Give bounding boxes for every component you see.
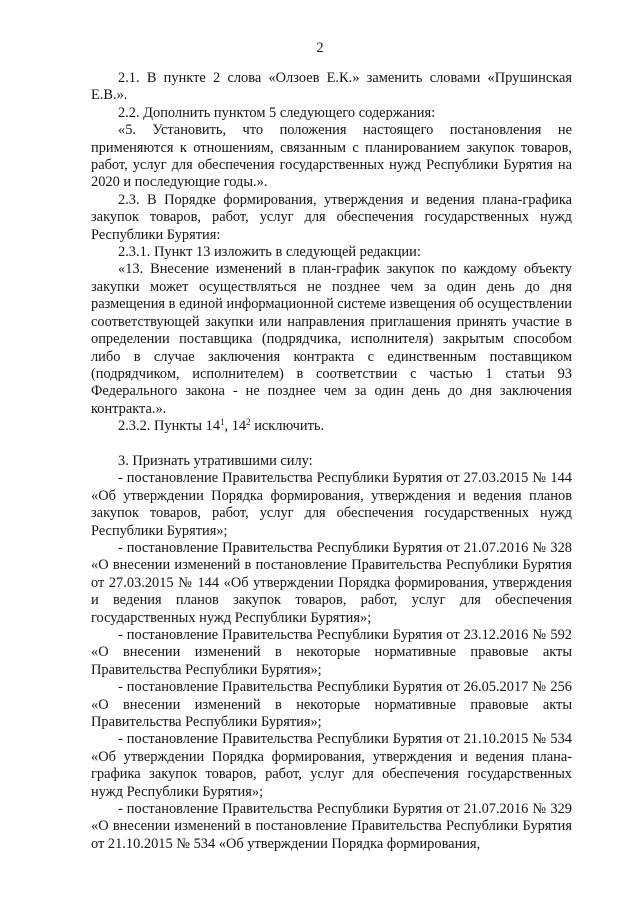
quoted-item-13: «13. Внесение изменений в план-график закупок по каждому объекту закупки может осуществляться не позднее чем за один день до дня размещения в единой информационной системе извещения об осуществлении соответствующей закупки или направления приглашения принять участие в определении поставщика (подрядчика, исполнителя) закрытым способом либо в случае заключения контракта с единственным поставщиком (подрядчиком, исполнителем) в соответствии с частью 1 статьи 93 Федерального закона - не позднее чем за один день до дня заключения контракта.». [91,261,572,417]
superscript-2: 2 [246,417,251,428]
paragraph-2-2: 2.2. Дополнить пунктом 5 следующего содержания: [118,104,436,121]
superscript-1: 1 [220,417,225,428]
repeal-item-329: - постановление Правительства Республики Бурятия от 21.07.2016 № 329 «О внесении изменений в постановление Правительства Республики Бурятия от 21.10.2015 № 534 «Об утверждении Порядка формирования, [91,801,572,852]
repeal-item-328: - постановление Правительства Республики Бурятия от 21.07.2016 № 328 «О внесении изменений в постановление Правительства Республики Бурятия от 27.03.2015 № 144 «Об утверждении Порядка формирования, утверждения и ведения планов закупок товаров, работ, услуг для обеспечения государственных нужд Республики Бурятия»; [91,539,572,626]
paragraph-2-3-1: 2.3.1. Пункт 13 изложить в следующей редакции: [118,244,421,261]
item-232-suffix: исключить. [250,418,325,435]
page-number: 2 [316,40,324,56]
repeal-item-256: - постановление Правительства Республики Бурятия от 26.05.2017 № 256 «О внесении изменений в некоторые нормативные правовые акты Правительства Республики Бурятия»; [91,679,572,731]
paragraph-2-3: 2.3. В Порядке формирования, утверждения и ведения плана-графика закупок товаров, работ, услуг для обеспечения государственных нужд Республики Бурятия: [91,191,572,243]
paragraph-2-1: 2.1. В пункте 2 слова «Олзоев Е.К.» заменить словами «Прушинская Е.В.». [91,70,572,104]
repeal-item-592: - постановление Правительства Республики Бурятия от 23.12.2016 № 592 «О внесении изменений в некоторые нормативные правовые акты Правительства Республики Бурятия»; [91,626,572,678]
item-232-sep: , 14 [224,418,247,435]
repeal-item-534: - постановление Правительства Республики Бурятия от 21.10.2015 № 534 «Об утверждении Порядка формирования, утверждения и ведения плана-графика закупок товаров, работ, услуг для обеспечения государственных нужд Республики Бурятия»; [91,731,572,800]
document-body [91,70,572,853]
repeal-item-144: - постановление Правительства Республики Бурятия от 27.03.2015 № 144 «Об утверждении Порядка формирования, утверждения и ведения планов закупок товаров, работ, услуг для обеспечения государственных нужд Республики Бурятия»; [91,470,572,539]
paragraph-3: 3. Признать утратившими силу: [118,452,313,469]
item-232-prefix: 2.3.2. Пункты 14 [118,418,221,435]
paragraph-2-3-2 [91,418,572,435]
quoted-item-5: «5. Установить, что положения настоящего постановления не применяются к отношениям, связанным с планированием закупок товаров, работ, услуг для обеспечения государственных нужд Республики Бурятия на 2020 и последующие годы.». [91,122,572,191]
paragraph-spacer [91,436,572,453]
